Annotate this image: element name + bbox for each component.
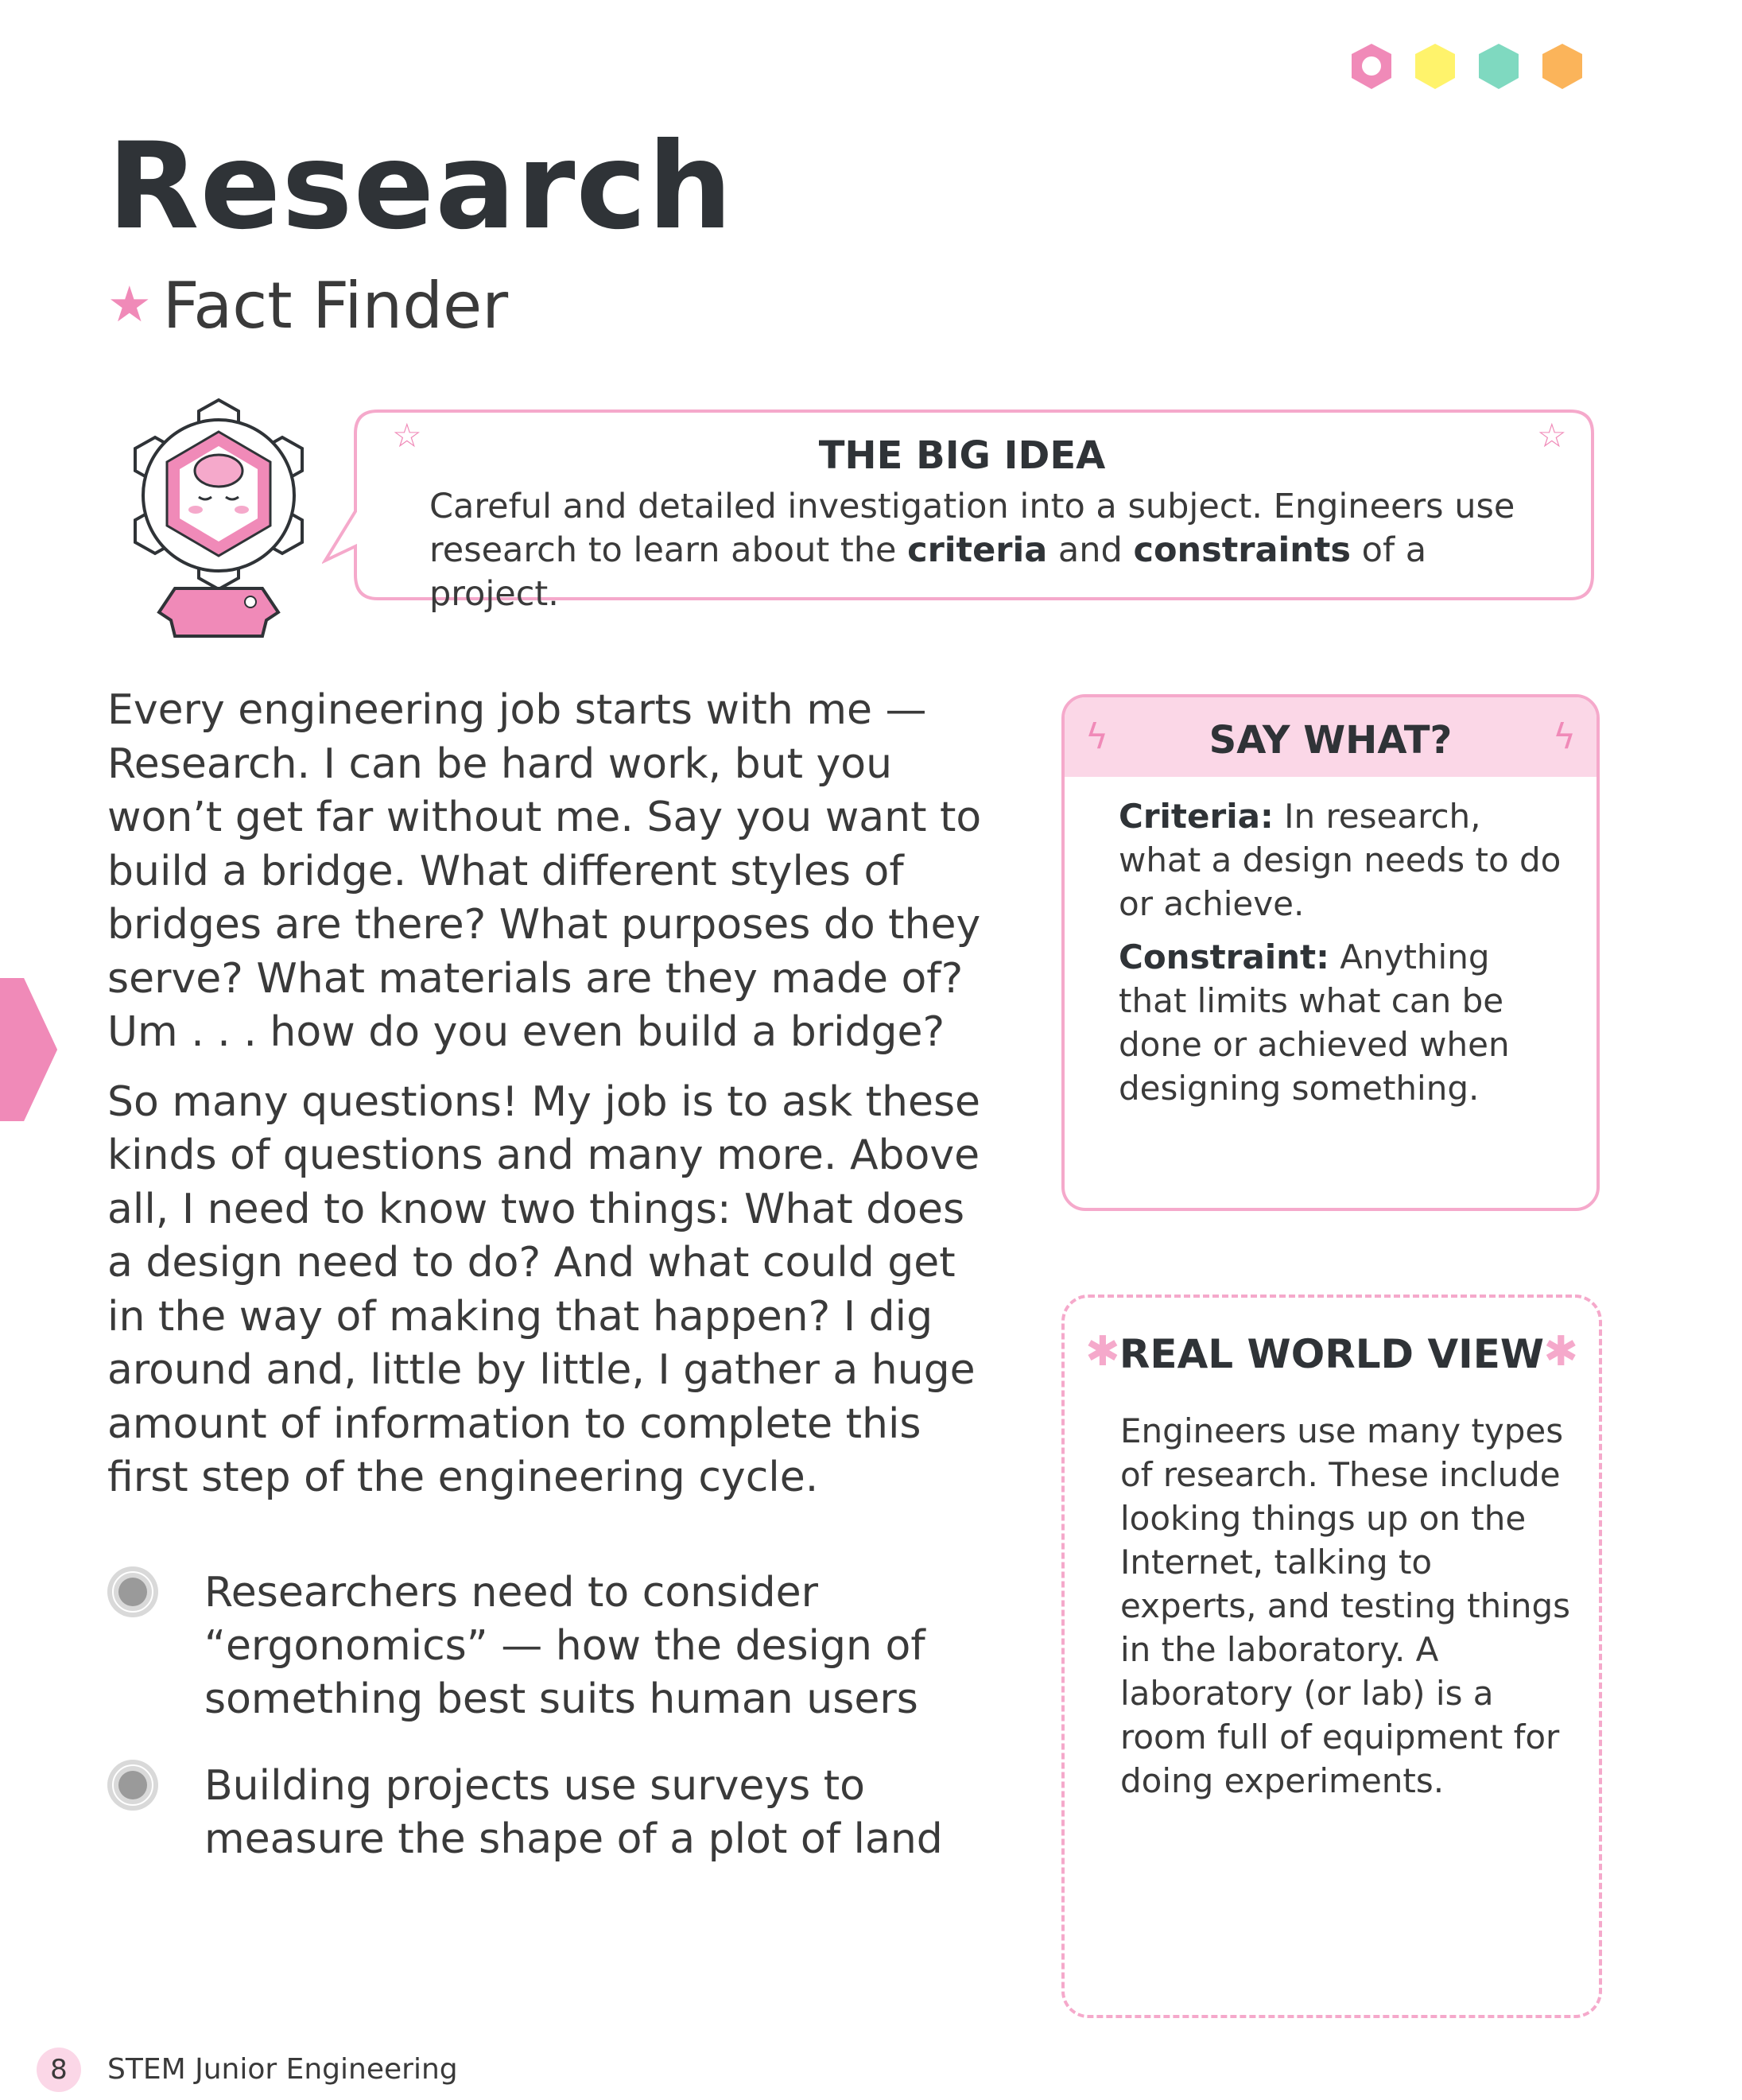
star-outline-icon: ☆ xyxy=(1537,416,1567,455)
lightning-bolt-icon: ϟ xyxy=(1552,716,1576,757)
real-world-view-body: Engineers use many types of research. These include looking things up on the Internet, talking to experts, and testing things in the laboratory. A laboratory (or lab) is a room full of equipment for doing experiments. xyxy=(1120,1411,1571,1800)
big-idea-line-end: of a project. xyxy=(429,530,1427,614)
fact-list xyxy=(107,1566,998,1900)
big-idea-title: THE BIG IDEA xyxy=(818,433,1106,478)
definition-constraint xyxy=(1119,935,1565,1110)
subtitle-text: Fact Finder xyxy=(162,269,509,343)
chevron-right-icon xyxy=(0,978,57,1121)
lightning-bolt-icon: ϟ xyxy=(1085,716,1109,757)
definition-term: Criteria: xyxy=(1119,797,1274,836)
big-idea-line-2: research to learn about the xyxy=(429,530,908,570)
real-world-view-title: REAL WORLD VIEW xyxy=(1119,1331,1545,1377)
main-body-text xyxy=(107,684,998,1521)
list-item xyxy=(107,1760,998,1866)
big-idea-callout xyxy=(322,402,1602,614)
say-what-body xyxy=(1065,777,1597,1110)
research-robot-mascot xyxy=(119,394,318,640)
page-title: Research xyxy=(107,118,734,256)
book-title-footer: STEM Junior Engineering xyxy=(107,2053,458,2086)
big-idea-line-1: Careful and detailed investigation into a subject. Engineers use xyxy=(429,487,1515,526)
definition-text: In research, what a design needs to do or achieve. xyxy=(1119,797,1562,923)
star-outline-icon: ☆ xyxy=(392,416,422,455)
page-number: 8 xyxy=(37,2048,81,2092)
say-what-title: SAY WHAT? xyxy=(1209,718,1453,763)
bullet-dot-icon xyxy=(107,1760,158,1811)
star-icon: ★ xyxy=(107,275,152,333)
yellow-hexagon-icon xyxy=(1415,44,1455,89)
say-what-box xyxy=(1061,694,1600,1211)
say-what-header xyxy=(1065,697,1597,777)
real-world-view-box xyxy=(1061,1295,1602,2018)
snowflake-icon: ✱ xyxy=(1085,1328,1120,1376)
list-item xyxy=(107,1566,998,1726)
term-constraints: constraints xyxy=(1133,530,1352,570)
list-item-text: Researchers need to consider “ergonomics” — how the design of something best suits human users xyxy=(204,1569,925,1723)
snowflake-icon: ✱ xyxy=(1543,1328,1578,1376)
definition-term: Constraint: xyxy=(1119,937,1329,976)
definition-text: Anything that limits what can be done or achieved when designing something. xyxy=(1119,937,1510,1108)
big-idea-body xyxy=(429,485,1558,616)
list-item-text: Building projects use surveys to measure the shape of a plot of land xyxy=(204,1762,943,1863)
page-subtitle xyxy=(107,269,509,343)
paragraph-2: So many questions! My job is to ask these kinds of questions and many more. Above all, I need to know two things: What does a design need to do? And what could get in the way of making that happen? I dig around and, little by little, I gather a huge amount of information to complete this first step of the engineering cycle. xyxy=(107,1077,981,1501)
hexagon-dots-decoration xyxy=(1348,40,1602,95)
bullet-dot-icon xyxy=(107,1566,158,1617)
paragraph-1: Every engineering job starts with me — Research. I can be hard work, but you won’t get far without me. Say you want to build a bridge. What different styles of bridges are there? What purposes do they serve? What materials are they made of? Um . . . how do you even build a bridge? xyxy=(107,686,982,1056)
definition-criteria xyxy=(1119,794,1565,926)
term-criteria: criteria xyxy=(907,530,1048,570)
teal-hexagon-icon xyxy=(1479,44,1519,89)
big-idea-connector: and xyxy=(1047,530,1134,570)
orange-hexagon-icon xyxy=(1542,44,1582,89)
